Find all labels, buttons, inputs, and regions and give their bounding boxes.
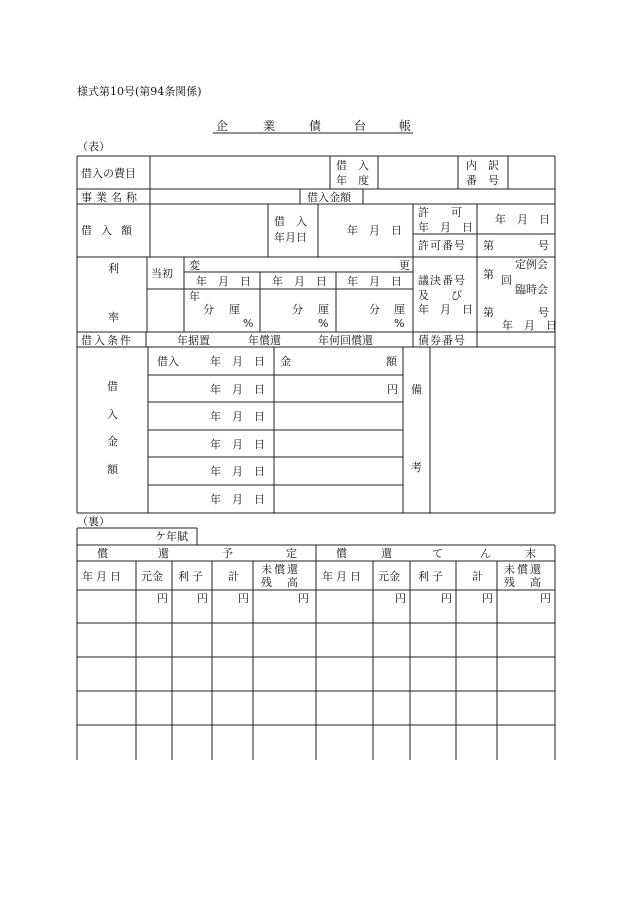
label-jigyo: 事業名称: [81, 191, 141, 204]
rate-rin-2: 厘: [318, 303, 329, 316]
giketsu-ymd: 年 月 日: [502, 319, 557, 332]
kari-vertical-3: 金: [107, 435, 118, 448]
label-kari-short: 借入: [157, 355, 179, 368]
kari-vertical-1: 借: [107, 380, 118, 393]
yen-tenmatsu-kei: 円: [482, 592, 493, 605]
title-char-4: 台: [354, 119, 367, 133]
yotei-col-misho-a: 未償還: [261, 563, 300, 576]
label-tosho: 当初: [151, 267, 173, 280]
tenmatsu-col-gankin: 元金: [378, 570, 400, 583]
giketsu-kai: 回: [501, 274, 512, 287]
giketsu-dai-2: 第: [483, 306, 494, 319]
rate-pct-2: %: [318, 317, 329, 330]
label-kyoka-no: 許可番号: [418, 239, 466, 252]
tenmatsu-col-rishi: 利子: [418, 570, 446, 583]
label-suei: 年据置: [177, 334, 210, 347]
kyoka-dai: 第: [483, 239, 494, 252]
yotei-3: 予: [222, 547, 233, 560]
kari-vertical-4: 額: [107, 463, 118, 476]
yotei-col-kei: 計: [228, 570, 239, 583]
tenmatsu-2: 還: [381, 547, 392, 560]
title-char-2: 業: [263, 119, 276, 133]
label-kou: 更: [399, 259, 410, 272]
label-kari-ymd-b: 年月日: [274, 231, 307, 244]
rate-bu-1: 分: [203, 303, 214, 316]
yotei-1: 償: [97, 547, 108, 560]
biko-1: 備: [411, 383, 422, 396]
kyoka-go: 号: [538, 239, 549, 252]
tenmatsu-col-misho-a: 未償還: [504, 563, 543, 576]
yotei-col-misho-b: 残 高: [261, 576, 300, 589]
label-kari-gaku: 借入額: [81, 224, 141, 237]
rate-pct-3: %: [394, 317, 405, 330]
label-rinjikai: 臨時会: [515, 283, 548, 296]
yotei-col-rishi: 利子: [178, 570, 206, 583]
yen-yotei-gankin: 円: [157, 592, 168, 605]
amount-date-2: 年 月 日: [210, 383, 265, 396]
kari-ymd-value: 年 月 日: [347, 224, 402, 237]
label-uchiwake-a: 内 訳: [466, 159, 499, 172]
title-char-5: 帳: [399, 119, 412, 133]
front-label: （表）: [77, 140, 110, 153]
label-shokan: 年償還: [248, 334, 281, 347]
form-number: 様式第10号(第94条関係): [77, 85, 202, 98]
tenmatsu-col-misho-b: 残 高: [504, 576, 543, 589]
label-uchiwake-b: 番 号: [466, 174, 499, 187]
label-kari-year-a: 借 入: [336, 159, 369, 172]
label-nankai: 年何回償還: [318, 334, 373, 347]
rate-bu-3: 分: [369, 303, 380, 316]
giketsu-go: 号: [538, 306, 549, 319]
label-kyoka-a: 許 可: [418, 206, 462, 219]
yen-yotei-kei: 円: [238, 592, 249, 605]
rate-year: 年: [189, 290, 200, 303]
giketsu-dai: 第: [483, 268, 494, 281]
amount-date-4: 年 月 日: [210, 438, 265, 451]
tenmatsu-3: て: [432, 547, 443, 560]
tenmatsu-4: ん: [480, 547, 491, 560]
label-kyoka-b: 年 月 日: [418, 221, 473, 234]
label-kari-year-b: 年 度: [336, 174, 369, 187]
yotei-col-gankin: 元金: [141, 570, 163, 583]
label-kari-ymd-a: 借 入: [274, 215, 307, 228]
yen-yotei-rishi: 円: [197, 592, 208, 605]
tenmatsu-5: 末: [525, 547, 536, 560]
title-char-1: 企: [216, 119, 229, 133]
yen-yotei-misho: 円: [298, 592, 309, 605]
change-date-3: 年 月 日: [347, 275, 402, 288]
amount-date-5: 年 月 日: [210, 465, 265, 478]
rate-rin-1: 厘: [229, 303, 240, 316]
rate-rin-3: 厘: [394, 303, 405, 316]
change-date-2: 年 月 日: [272, 275, 327, 288]
label-ri: 利: [108, 262, 119, 275]
label-giketsu-b: 及 び: [418, 289, 462, 302]
label-kari-kingaku: 借入金額: [307, 191, 351, 204]
yotei-4: 定: [286, 547, 297, 560]
label-teireikai: 定例会: [515, 258, 548, 271]
biko-2: 考: [411, 461, 422, 474]
label-kanenfu: ケ年賦: [155, 530, 188, 543]
title-char-3: 債: [309, 119, 322, 133]
label-ritsu: 率: [108, 311, 119, 324]
label-giketsu-a: 議決番号: [418, 274, 466, 287]
label-saiken-no: 債券番号: [418, 334, 466, 347]
rate-bu-2: 分: [292, 303, 303, 316]
tenmatsu-1: 償: [336, 547, 347, 560]
change-date-1: 年 月 日: [196, 275, 251, 288]
amount-date-6: 年 月 日: [210, 493, 265, 506]
kyoka-ymd-value: 年 月 日: [495, 213, 550, 226]
label-joken: 借入条件: [81, 334, 133, 347]
yen-tenmatsu-misho: 円: [540, 592, 551, 605]
tenmatsu-col-kei: 計: [472, 570, 483, 583]
label-kari-purpose: 借入の費目: [81, 167, 136, 180]
label-kin: 金: [280, 355, 291, 368]
back-label: （裏）: [77, 515, 110, 528]
tenmatsu-col-ymd: 年月日: [322, 570, 364, 583]
amount-yen: 円: [387, 383, 398, 396]
yen-tenmatsu-gankin: 円: [395, 592, 406, 605]
yotei-col-ymd: 年月日: [82, 570, 124, 583]
yen-tenmatsu-rishi: 円: [441, 592, 452, 605]
label-gaku: 額: [386, 355, 397, 368]
amount-date-3: 年 月 日: [210, 410, 265, 423]
label-hen: 変: [189, 259, 200, 272]
amount-date-1: 年 月 日: [210, 355, 265, 368]
rate-pct-1: %: [243, 317, 254, 330]
kari-vertical-2: 入: [107, 408, 118, 421]
label-giketsu-c: 年 月 日: [418, 303, 473, 316]
yotei-2: 還: [158, 547, 169, 560]
